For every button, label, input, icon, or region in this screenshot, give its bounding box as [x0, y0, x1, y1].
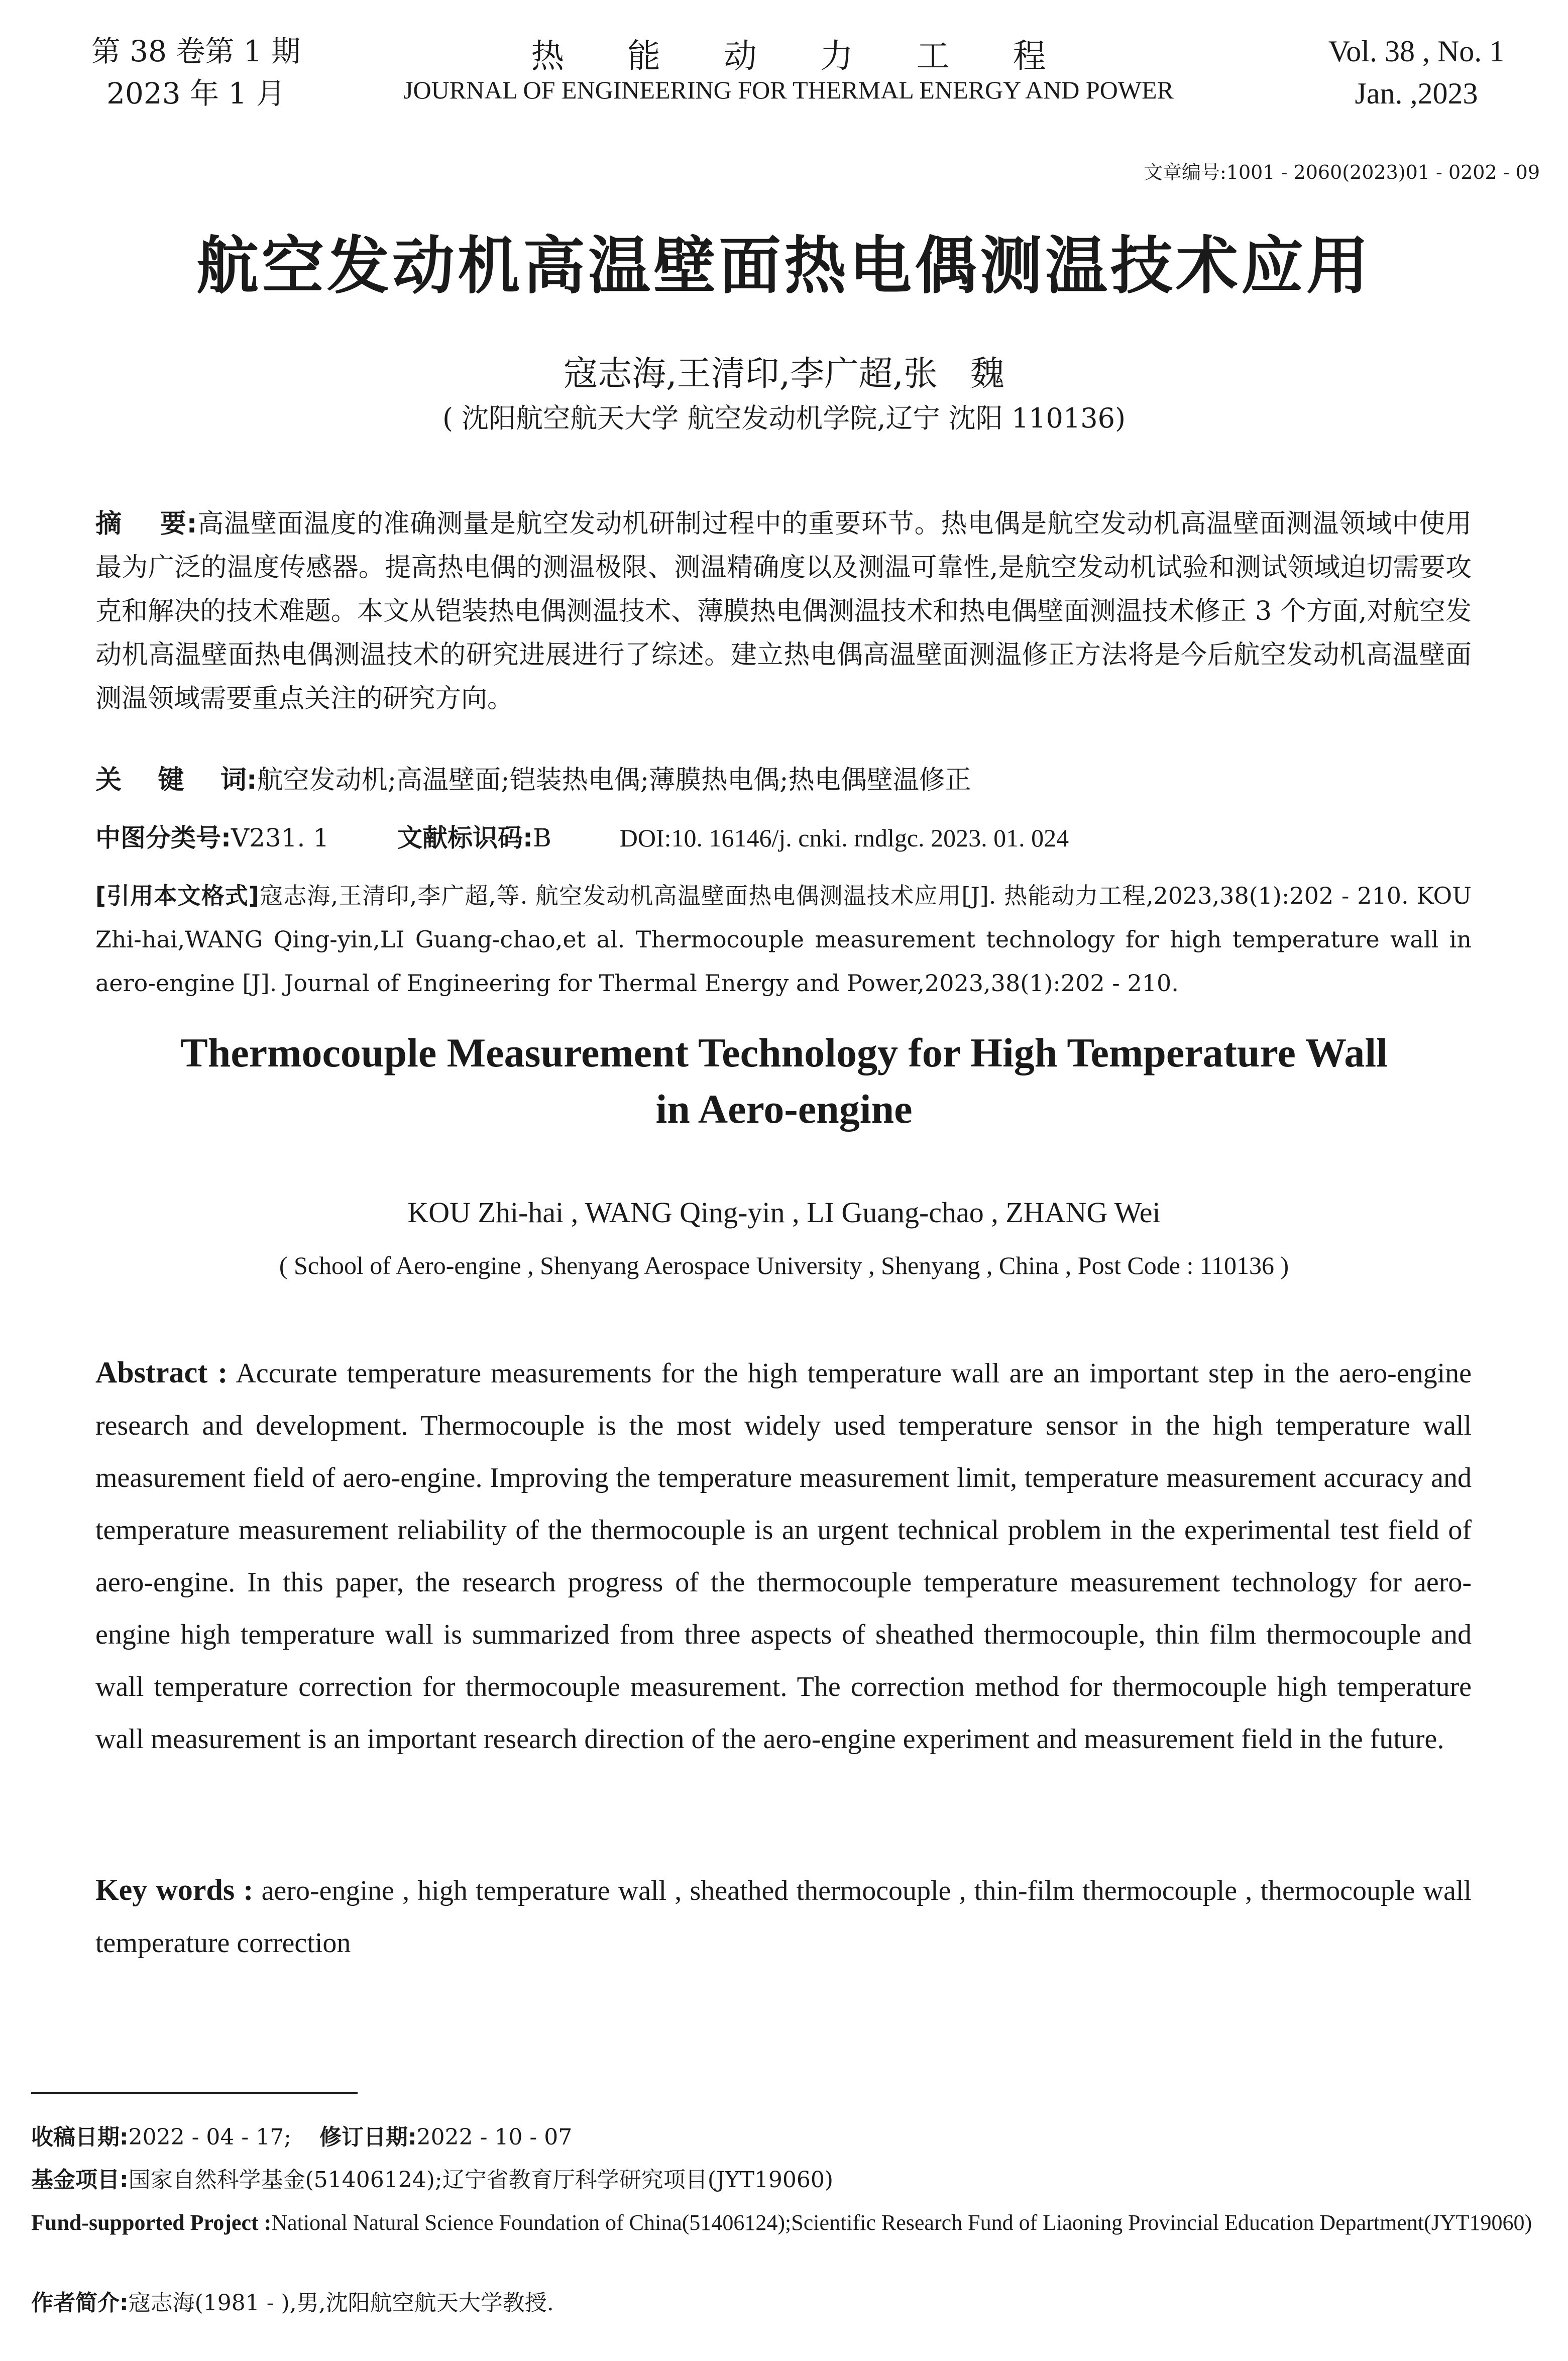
keywords-en-text: aero-engine , high temperature wall , sheathed thermocouple , thin-film thermocouple , thermocouple wall temperature correction: [95, 1875, 1472, 1959]
doc-code-value: B: [533, 823, 551, 852]
classification-row: [95, 818, 1472, 854]
authors-en: KOU Zhi-hai , WANG Qing-yin , LI Guang-chao , ZHANG Wei: [407, 1196, 1161, 1229]
volume-info: [1286, 30, 1547, 115]
fund-cn-value: 国家自然科学基金(51406124);辽宁省教育厅科学研究项目(JYT19060): [128, 2167, 834, 2193]
abstract-en-label: Abstract :: [95, 1356, 228, 1389]
footnote-divider: [31, 2092, 358, 2094]
revised-value: 2022 - 10 - 07: [416, 2124, 573, 2150]
clc-value: V231. 1: [231, 823, 329, 852]
keywords-en: [95, 1864, 1472, 1969]
issue-cn: 第 38 卷第 1 期: [91, 34, 301, 68]
footnote-fund-en: [31, 2203, 1538, 2243]
keywords-cn-label: 关 键 词:: [95, 765, 257, 795]
author-label: 作者简介:: [31, 2290, 129, 2316]
title-en-line2: in Aero-engine: [655, 1086, 913, 1132]
journal-title-cn: 热 能 动 力 工 程: [531, 37, 1046, 75]
keywords-en-label: Key words :: [95, 1873, 254, 1906]
abstract-en: [95, 1346, 1472, 1765]
footnote-author: [31, 2283, 1538, 2323]
article-number: 文章编号:1001 - 2060(2023)01 - 0202 - 09: [1144, 161, 1540, 183]
doc-code-label: 文献标识码:: [397, 823, 533, 852]
fund-cn-label: 基金项目:: [31, 2167, 129, 2193]
title-en: [0, 1025, 1568, 1137]
footnote-fund-cn: [31, 2160, 1538, 2200]
keywords-cn-text: 航空发动机;高温壁面;铠装热电偶;薄膜热电偶;热电偶壁温修正: [257, 765, 971, 795]
title-cn: 航空发动机高温壁面热电偶测温技术应用: [196, 230, 1372, 302]
authors-cn: 寇志海,王清印,李广超,张 魏: [564, 354, 1004, 394]
footnote-dates: [31, 2117, 1538, 2158]
volume-en: Vol. 38 , No. 1: [1328, 35, 1505, 68]
abstract-cn-text: 高温壁面温度的准确测量是航空发动机研制过程中的重要环节。热电偶是航空发动机高温壁面测温领域中使用最为广泛的温度传感器。提高热电偶的测温极限、测温精确度以及测温可靠性,是航空发动机试验和测试领域迫切需要攻克和解决的技术难题。本文从铠装热电偶测温技术、薄膜热电偶测温技术和热电偶壁面测温技术修正 3 个方面,对航空发动机高温壁面热电偶测温技术的研究进展进行了综述。建立热电偶高温壁面测温修正方法将是今后航空发动机高温壁面测温领域需要重点关注的研究方向。: [95, 509, 1472, 714]
citation: [95, 874, 1472, 1005]
fund-en-label: Fund-supported Project :: [31, 2210, 272, 2235]
received-value: 2022 - 04 - 17;: [128, 2124, 292, 2150]
abstract-en-text: Accurate temperature measurements for the high temperature wall are an important step in the aero-engine research and development. Thermocouple is the most widely used temperature sensor in the high temperature wall measurement field of aero-engine. Improving the temperature measurement limit, temperature measurement accuracy and temperature measurement reliability of the thermocouple is an urgent technical problem in the experimental test field of aero-engine. In this paper, the research progress of the thermocouple temperature measurement technology for aero-engine high temperature wall is summarized from three aspects of sheathed thermocouple, thin film thermocouple and wall temperature correction for thermocouple measurement. The correction method for thermocouple high temperature wall measurement is an important research direction of the aero-engine experiment and measurement field in the future.: [95, 1358, 1472, 1755]
keywords-cn: [95, 759, 1472, 796]
affiliation-cn: ( 沈阳航空航天大学 航空发动机学院,辽宁 沈阳 110136): [442, 402, 1126, 434]
revised-label: 修订日期:: [319, 2124, 417, 2150]
author-value: 寇志海(1981 - ),男,沈阳航空航天大学教授.: [128, 2290, 554, 2316]
clc-label: 中图分类号:: [95, 823, 231, 852]
date-cn: 2023 年 1 月: [106, 76, 285, 111]
abstract-cn: [95, 502, 1472, 721]
abstract-cn-label: 摘 要:: [95, 509, 197, 539]
citation-label: [引用本文格式]: [95, 882, 259, 909]
received-label: 收稿日期:: [31, 2124, 129, 2150]
fund-en-value: National Natural Science Foundation of China(51406124);Scientific Research Fund of Liaoning Provincial Education Department(JYT19060): [271, 2210, 1532, 2235]
doi: DOI:10. 16146/j. cnki. rndlgc. 2023. 01. 024: [619, 824, 1069, 852]
journal-title-en: JOURNAL OF ENGINEERING FOR THERMAL ENERGY AND POWER: [403, 76, 1174, 104]
title-en-line1: Thermocouple Measurement Technology for High Temperature Wall: [180, 1030, 1388, 1076]
affiliation-en: ( School of Aero-engine , Shenyang Aerospace University , Shenyang , China , Post Code : 110136 ): [279, 1251, 1289, 1279]
issue-info: [65, 30, 326, 115]
date-en: Jan. ,2023: [1355, 77, 1478, 110]
citation-text: 寇志海,王清印,李广超,等. 航空发动机高温壁面热电偶测温技术应用[J]. 热能动力工程,2023,38(1):202 - 210. KOU Zhi-hai,WANG Qing-yin,LI Guang-chao,et al. Thermocouple measurement technology for high temperature wall in aero-engine [J]. Journal of Engineering for Thermal Energy and Power,2023,38(1):202 - 210.: [95, 882, 1472, 997]
